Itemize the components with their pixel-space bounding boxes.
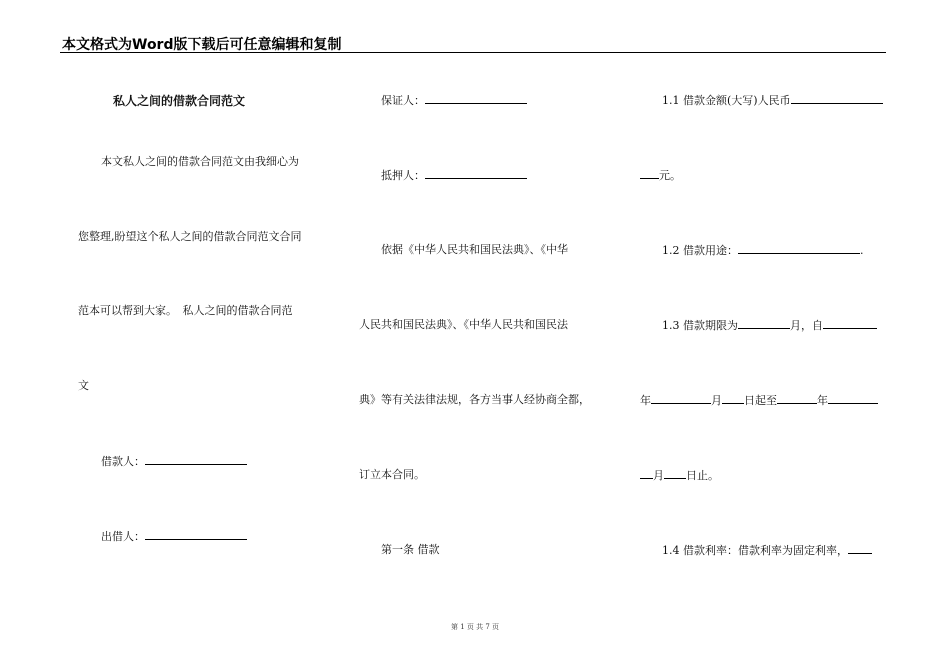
rate-field [662,543,872,558]
purpose-end: . [860,244,864,257]
borrower-blank[interactable] [145,454,247,465]
lender-label: 出借人： [101,530,145,543]
yuan-label: 元。 [659,169,681,182]
yuan-field [640,168,681,183]
from-day-label: 日起至 [744,394,777,407]
month2-label: 月 [653,469,664,482]
rate-blank[interactable] [848,543,872,554]
year-label: 年 [640,394,651,407]
intro-line-2: 您整理,盼望这个私人之间的借款合同范文合同 [78,230,302,243]
document-title: 私人之间的借款合同范文 [113,94,246,108]
amount-field [662,93,883,108]
mortgagor-blank[interactable] [425,168,527,179]
term-dates-field [640,393,878,408]
end-year-blank[interactable] [777,393,817,404]
amount-blank[interactable] [791,93,883,104]
term-start-year-blank[interactable] [823,318,877,329]
purpose-blank[interactable] [738,243,860,254]
term-month-label: 月，自 [790,319,823,332]
document-header: 本文格式为Word版下载后可任意编辑和复制 [62,37,342,53]
intro-line-1: 本文私人之间的借款合同范文由我细心为 [101,155,299,168]
guarantor-blank[interactable] [425,93,527,104]
article-1-heading: 第一条 借款 [381,543,440,556]
guarantor-field [381,93,527,108]
page-footer: 第 1 页 共 7 页 [450,623,500,631]
end-month-blank[interactable] [640,468,653,479]
basis-line-1: 依据《中华人民共和国民法典》、《中华 [381,243,568,256]
start-day-blank[interactable] [722,393,744,404]
basis-line-2: 人民共和国民法典》、《中华人民共和国民法 [359,318,568,331]
borrower-field [101,454,247,469]
purpose-field [662,243,864,258]
end-day-label: 日止。 [686,469,719,482]
term-months-blank[interactable] [738,318,790,329]
year2-label: 年 [817,394,828,407]
mortgagor-field [381,168,527,183]
basis-line-3: 典》等有关法律法规，各方当事人经协商全都， [359,393,590,406]
end-month-prefix-blank[interactable] [828,393,878,404]
purpose-label: 1.2 借款用途： [662,244,738,257]
rate-label: 1.4 借款利率：借款利率为固定利率， [662,544,848,557]
intro-line-3: 范本可以帮到大家。 私人之间的借款合同范 [78,304,293,317]
term-field [662,318,877,333]
lender-blank[interactable] [145,529,247,540]
basis-line-4: 订立本合同。 [359,468,425,481]
amount-cont-blank[interactable] [640,168,659,179]
header-rule [60,52,886,53]
guarantor-label: 保证人： [381,94,425,107]
end-day-blank[interactable] [664,468,686,479]
start-month-blank[interactable] [651,393,711,404]
borrower-label: 借款人： [101,455,145,468]
intro-line-4: 文 [78,379,89,392]
term-end-field [640,468,719,483]
month-label: 月 [711,394,722,407]
amount-label: 1.1 借款金额(大写)人民币 [662,94,791,107]
term-label: 1.3 借款期限为 [662,319,738,332]
mortgagor-label: 抵押人： [381,169,425,182]
lender-field [101,529,247,544]
